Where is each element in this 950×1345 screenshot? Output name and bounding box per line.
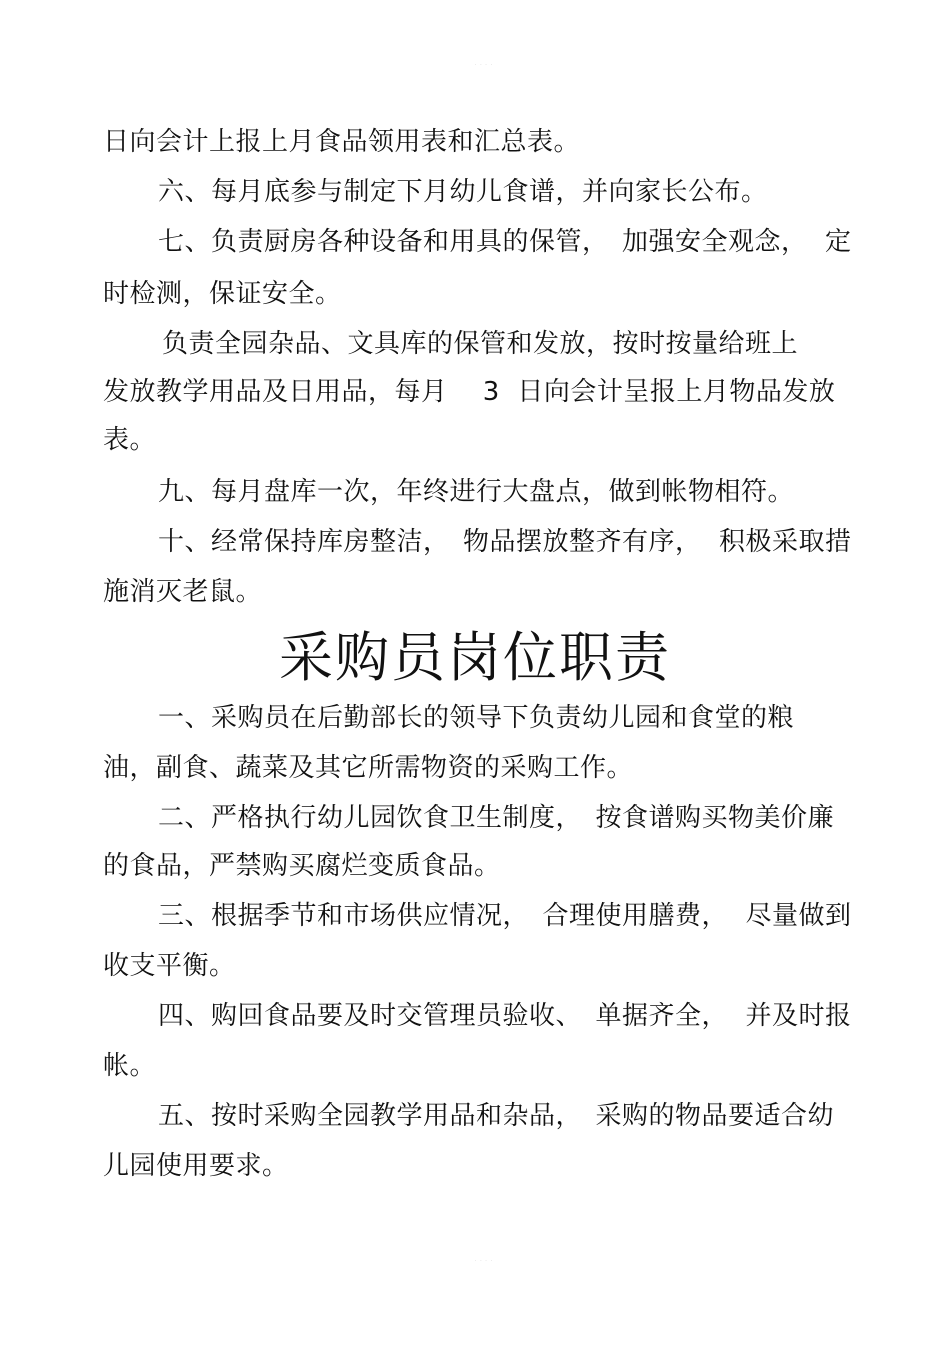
- header-mark: · · · ·: [474, 62, 494, 68]
- paragraph-line: 四、购回食品要及时交管理员验收、 单据齐全， 并及时报: [158, 1001, 852, 1031]
- paragraph-line: 施消灭老鼠。: [103, 577, 263, 607]
- paragraph-line: 表。: [103, 425, 157, 455]
- paragraph-line: 负责全园杂品、文具库的保管和发放，按时按量给班上: [162, 329, 799, 359]
- paragraph-line: 三、根据季节和市场供应情况， 合理使用膳费， 尽量做到: [158, 901, 852, 931]
- paragraph-line: 二、严格执行幼儿园饮食卫生制度， 按食谱购买物美价廉: [158, 803, 835, 833]
- paragraph-line: 日向会计上报上月食品领用表和汇总表。: [103, 127, 581, 157]
- paragraph-line: 发放教学用品及日用品，每月 3 日向会计呈报上月物品发放: [103, 377, 836, 407]
- paragraph-line: 的食品，严禁购买腐烂变质食品。: [103, 851, 501, 881]
- paragraph-line: 帐。: [103, 1051, 157, 1081]
- paragraph-line: 儿园使用要求。: [103, 1151, 289, 1181]
- paragraph-line: 五、按时采购全园教学用品和杂品， 采购的物品要适合幼: [158, 1101, 835, 1131]
- paragraph-line: 油，副食、蔬菜及其它所需物资的采购工作。: [103, 753, 634, 783]
- paragraph-line: 七、负责厨房各种设备和用具的保管， 加强安全观念， 定: [158, 227, 852, 257]
- section-title: 采购员岗位职责: [279, 626, 671, 689]
- footer-mark: · · · ·: [474, 1258, 494, 1264]
- paragraph-line: 六、每月底参与制定下月幼儿食谱，并向家长公布。: [158, 177, 768, 207]
- paragraph-line: 九、每月盘库一次，年终进行大盘点，做到帐物相符。: [158, 477, 795, 507]
- paragraph-line: 十、经常保持库房整洁， 物品摆放整齐有序， 积极采取措: [158, 527, 852, 557]
- paragraph-line: 时检测，保证安全。: [103, 279, 342, 309]
- paragraph-line: 一、采购员在后勤部长的领导下负责幼儿园和食堂的粮: [158, 703, 795, 733]
- paragraph-line: 收支平衡。: [103, 951, 236, 981]
